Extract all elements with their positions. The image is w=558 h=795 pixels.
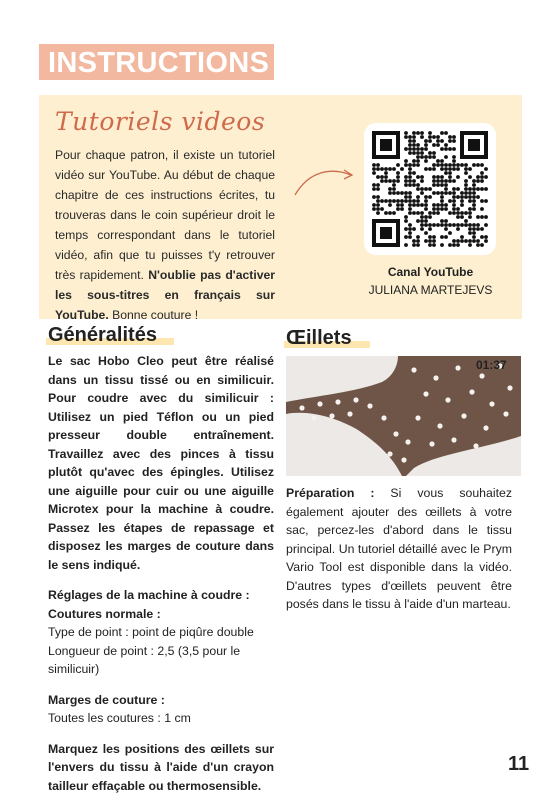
closing-instruction: Marquez les positions des œillets sur l'envers du tissu à l'aide d'un crayon tailleur effaçable ou thermosensible. bbox=[48, 740, 274, 795]
margins-heading: Marges de couture : bbox=[48, 691, 274, 710]
tutorial-box bbox=[39, 95, 522, 319]
margins-text: Toutes les coutures : 1 cm bbox=[48, 709, 274, 728]
stitch-length: Longueur de point : 2,5 (3,5 pour le similicuir) bbox=[48, 642, 274, 679]
video-timestamp: 01:37 bbox=[476, 358, 507, 372]
stitch-type: Type de point : point de piqûre double bbox=[48, 623, 274, 642]
seams-heading: Coutures normale : bbox=[48, 605, 274, 624]
curved-arrow-icon bbox=[293, 165, 357, 199]
youtube-qr-code[interactable] bbox=[364, 123, 496, 255]
page-title: INSTRUCTIONS bbox=[39, 44, 274, 82]
page-number: 11 bbox=[508, 753, 529, 776]
qr-caption bbox=[359, 263, 502, 299]
qr-caption-title: Canal YouTube bbox=[359, 263, 502, 281]
qr-code-icon bbox=[364, 123, 496, 255]
tutorial-text bbox=[55, 145, 275, 325]
eyelet-fabric-photo bbox=[286, 356, 521, 476]
tutorial-title: Tutoriels videos bbox=[55, 107, 265, 136]
instructions-header bbox=[39, 44, 274, 80]
oeillets-column bbox=[286, 484, 512, 614]
preparation-text: Si vous souhaitez également ajouter des œillets à votre sac, percez-les d'abord dans le tissu principal. Un tutoriel détaillé avec le Prym Vario Tool est disponible dans la vidéo. D'autres types d'œillets peuvent être posés dans le tissu à l'aide d'un marteau. bbox=[286, 486, 512, 611]
generalites-column bbox=[48, 352, 274, 795]
generalites-intro: Le sac Hobo Cleo peut être réalisé dans un tissu tissé ou en similicuir. Pour coudre avec du similicuir : Utilisez un pied Téflon ou un pied presseur double entraînement. Travaillez avec des pinces à tissu plutôt qu'avec des épingles. Utilisez une aiguille pour cuir ou une aiguille Microtex pour la machine à coudre. Passez les étapes de repassage et disposez les marges de couture dans le sens indiqué. bbox=[48, 352, 274, 574]
preparation-label: Préparation : bbox=[286, 486, 374, 500]
tutorial-text-bold: N'oublie pas d'activer les sous-titres en français sur YouTube. bbox=[55, 268, 275, 322]
machine-settings-heading: Réglages de la machine à coudre : bbox=[48, 586, 274, 605]
oeillets-heading: Œillets bbox=[286, 327, 352, 350]
tutorial-text-end: Bonne couture ! bbox=[109, 308, 198, 322]
tutorial-text-plain: Pour chaque patron, il existe un tutoriel vidéo sur YouTube. Au début de chaque chapitre de ces instructions écrites, tu trouveras dans le coin supérieur droit le temps correspondant dans le tutoriel vidéo, afin que tu puisses t'y retrouver très rapidement. bbox=[55, 148, 275, 282]
fabric-piece-image bbox=[286, 356, 521, 476]
qr-caption-name: JULIANA MARTEJEVS bbox=[359, 281, 502, 299]
generalites-heading: Généralités bbox=[48, 324, 157, 347]
